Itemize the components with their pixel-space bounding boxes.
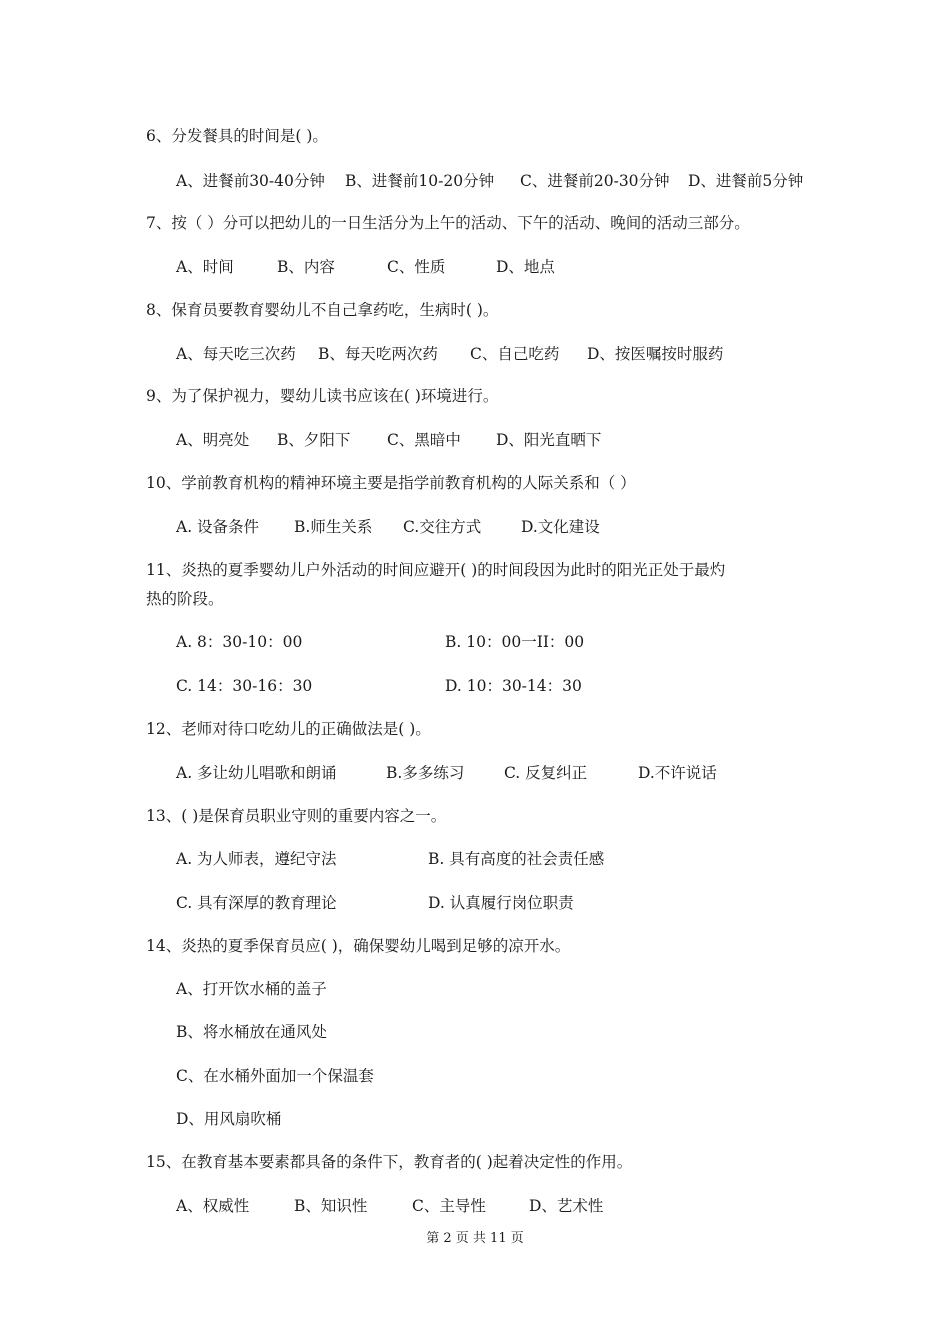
q12-option-d: D.不许说话 [638, 764, 717, 782]
q11-option-d: D. 10：30-14：30 [445, 677, 582, 695]
page-number-footer: 第 2 页 共 11 页 [426, 1231, 524, 1246]
q6-option-c: C、进餐前20-30分钟 [520, 172, 670, 190]
question-11-line-1: 11、炎热的夏季婴幼儿户外活动的时间应避开( )的时间段因为此时的阳光正处于最灼 [146, 561, 726, 579]
q8-option-d: D、按医嘱按时服药 [587, 345, 724, 363]
q13-option-a: A. 为人师表，遵纪守法 [176, 850, 337, 868]
q15-option-d: D、艺术性 [529, 1197, 604, 1215]
question-9: 9、为了保护视力，婴幼儿读书应该在( )环境进行。 [146, 387, 499, 405]
q15-option-a: A、权威性 [176, 1197, 250, 1215]
q15-option-b: B、知识性 [294, 1197, 368, 1215]
question-12: 12、老师对待口吃幼儿的正确做法是( )。 [146, 720, 431, 738]
question-13: 13、( )是保育员职业守则的重要内容之一。 [146, 807, 447, 825]
q10-option-b: B.师生关系 [294, 518, 373, 536]
q9-option-a: A、明亮处 [176, 431, 250, 449]
q7-option-c: C、性质 [387, 258, 446, 276]
question-14: 14、炎热的夏季保育员应( )，确保婴幼儿喝到足够的凉开水。 [146, 937, 571, 955]
q8-option-a: A、每天吃三次药 [176, 345, 296, 363]
q9-option-c: C、黑暗中 [387, 431, 461, 449]
q7-option-d: D、地点 [496, 258, 555, 276]
q8-option-b: B、每天吃两次药 [318, 345, 438, 363]
q12-option-c: C. 反复纠正 [504, 764, 588, 782]
q13-option-b: B. 具有高度的社会责任感 [428, 850, 605, 868]
q14-option-a: A、打开饮水桶的盖子 [176, 980, 327, 998]
q12-option-b: B.多多练习 [386, 764, 465, 782]
question-11-line-2: 热的阶段。 [146, 590, 224, 608]
q14-option-d: D、用风扇吹桶 [176, 1110, 282, 1128]
q9-option-d: D、阳光直晒下 [496, 431, 602, 449]
q13-option-d: D. 认真履行岗位职责 [428, 894, 574, 912]
q7-option-a: A、时间 [176, 258, 234, 276]
question-15: 15、在教育基本要素都具备的条件下，教育者的( )起着决定性的作用。 [146, 1153, 633, 1171]
q10-option-c: C.交往方式 [403, 518, 482, 536]
q11-option-c: C. 14：30-16：30 [176, 677, 313, 695]
q9-option-b: B、夕阳下 [277, 431, 351, 449]
q11-option-a: A. 8：30-10：00 [176, 633, 303, 651]
q10-option-d: D.文化建设 [521, 518, 600, 536]
question-10: 10、学前教育机构的精神环境主要是指学前教育机构的人际关系和（ ） [146, 474, 636, 492]
q11-option-b: B. 10：00一II：00 [445, 633, 585, 651]
question-6: 6、分发餐具的时间是( )。 [146, 127, 328, 145]
q13-option-c: C. 具有深厚的教育理论 [176, 894, 337, 912]
question-7: 7、按（ ）分可以把幼儿的一日生活分为上午的活动、下午的活动、晚间的活动三部分。 [146, 214, 750, 232]
q14-option-b: B、将水桶放在通风处 [176, 1023, 327, 1041]
q14-option-c: C、在水桶外面加一个保温套 [176, 1067, 374, 1085]
q15-option-c: C、主导性 [412, 1197, 486, 1215]
q7-option-b: B、内容 [277, 258, 335, 276]
q6-option-d: D、进餐前5分钟 [688, 172, 804, 190]
q10-option-a: A. 设备条件 [176, 518, 260, 536]
q8-option-c: C、自己吃药 [470, 345, 560, 363]
q6-option-a: A、进餐前30-40分钟 [176, 172, 325, 190]
q6-option-b: B、进餐前10-20分钟 [345, 172, 495, 190]
q12-option-a: A. 多让幼儿唱歌和朗诵 [176, 764, 337, 782]
question-8: 8、保育员要教育婴幼儿不自己拿药吃，生病时( )。 [146, 301, 499, 319]
